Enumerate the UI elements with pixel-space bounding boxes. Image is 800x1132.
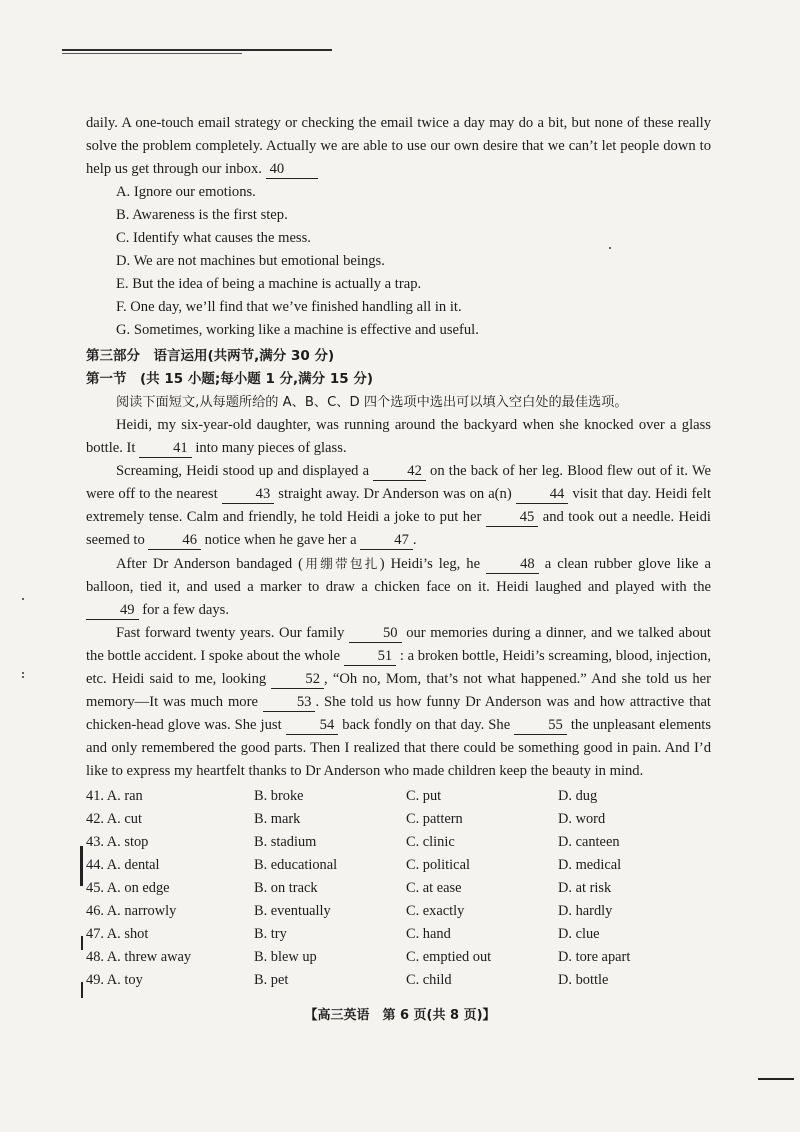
question-option: B. stadium	[254, 834, 317, 850]
cloze-text: straight away. Dr Anderson was on a(n)	[278, 486, 512, 502]
cloze-text: on the back of her leg. Blood flew out of it. We were off to the nearest	[86, 463, 711, 502]
top-rule-thin	[62, 53, 242, 54]
question-row	[86, 808, 708, 831]
blank-40: 40	[266, 160, 318, 179]
blank-51: 51	[344, 647, 397, 666]
question-option: D. canteen	[558, 834, 620, 850]
question-option: C. at ease	[406, 880, 462, 896]
blank-43: 43	[222, 485, 275, 504]
cloze-text: Screaming, Heidi stood up and displayed a	[116, 463, 370, 479]
cloze-text: back fondly on that day. She	[342, 717, 511, 733]
question-option: 41. A. ran	[86, 788, 143, 804]
option-d: D. We are not machines but emotional beings.	[116, 253, 385, 269]
scan-speck	[22, 672, 24, 674]
question-option: D. at risk	[558, 880, 612, 896]
question-option: 43. A. stop	[86, 834, 149, 850]
option-g: G. Sometimes, working like a machine is effective and useful.	[116, 322, 479, 338]
passage-end	[86, 112, 711, 181]
cloze-text: our memories during a dinner, and we talked about the bottle accident. I spoke about the whole	[86, 625, 711, 664]
blank-45: 45	[486, 508, 539, 527]
scan-corner-mark	[758, 1078, 794, 1080]
option-c: C. Identify what causes the mess.	[116, 230, 311, 246]
question-option: 49. A. toy	[86, 972, 143, 988]
question-option: B. broke	[254, 788, 304, 804]
question-option: B. blew up	[254, 949, 317, 965]
instruction: 阅读下面短文,从每题所给的 A、B、C、D 四个选项中选出可以填入空白处的最佳选项。	[116, 395, 628, 410]
question-row	[86, 923, 708, 946]
cloze-text: the unpleasant elements and only remembered the good parts. Then I realized that there could be something good in pain. And I’d like to express my heartfelt thanks to Dr Anderson who made children keep the beauty in mind.	[86, 717, 711, 779]
blank-47: 47	[360, 531, 413, 550]
question-option: B. educational	[254, 857, 338, 873]
scan-speck	[22, 676, 24, 678]
question-row	[86, 969, 708, 992]
scan-speck	[22, 598, 24, 600]
blank-44: 44	[516, 485, 569, 504]
option-e: E. But the idea of being a machine is actually a trap.	[116, 276, 422, 292]
question-option: 48. A. threw away	[86, 949, 192, 965]
cloze-text: into many pieces of glass.	[195, 440, 347, 456]
cloze-text: for a few days.	[142, 602, 229, 618]
option-f: F. One day, we’ll find that we’ve finished handling all in it.	[116, 299, 462, 315]
option-a: A. Ignore our emotions.	[116, 184, 256, 200]
question-option: 47. A. shot	[86, 926, 149, 942]
cloze-text: Heidi, my six-year-old daughter, was running around the backyard when she knocked over a glass bottle. It	[86, 417, 711, 456]
question-option: D. bottle	[558, 972, 609, 988]
page-content	[86, 112, 711, 992]
blank-49: 49	[86, 601, 139, 620]
question-choices	[86, 785, 708, 992]
blank-50: 50	[349, 624, 402, 643]
question-option: D. clue	[558, 926, 600, 942]
cloze-text: , “Oh no, Mom, that’s not what happened.” And she told us her memory—It was much more	[86, 671, 711, 710]
question-option: C. pattern	[406, 811, 463, 827]
question-option: C. put	[406, 788, 442, 804]
scan-margin-mark	[81, 982, 83, 998]
cloze-text: .	[412, 532, 417, 548]
blank-55: 55	[514, 716, 567, 735]
question-option: D. tore apart	[558, 949, 631, 965]
question-option: C. child	[406, 972, 452, 988]
question-option: B. on track	[254, 880, 318, 896]
option-b: B. Awareness is the first step.	[116, 207, 288, 223]
cloze-paragraph-4	[86, 622, 711, 783]
question-option: 46. A. narrowly	[86, 903, 177, 919]
part3-title: 第三部分 语言运用(共两节,满分 30 分)	[86, 348, 335, 364]
question-option: D. medical	[558, 857, 622, 873]
question-row	[86, 831, 708, 854]
scan-margin-mark	[81, 936, 83, 950]
cloze-paragraph-1	[86, 414, 711, 460]
blank-48: 48	[486, 555, 539, 574]
section1-title: 第一节 (共 15 小题;每小题 1 分,满分 15 分)	[86, 371, 374, 387]
question-option: C. political	[406, 857, 470, 873]
question-option: C. emptied out	[406, 949, 492, 965]
question-option: 42. A. cut	[86, 811, 142, 827]
question-row	[86, 946, 708, 969]
scan-speck	[609, 247, 611, 249]
page-footer: 【高三英语 第 6 页(共 8 页)】	[304, 1008, 496, 1023]
blank-42: 42	[373, 462, 426, 481]
cloze-text: Fast forward twenty years. Our family	[116, 625, 345, 641]
question-option: 45. A. on edge	[86, 880, 170, 896]
cloze-text: and took out a needle. Heidi seemed to	[86, 509, 711, 548]
seven-choice-options	[86, 181, 711, 342]
question-option: D. dug	[558, 788, 598, 804]
top-rule	[62, 49, 332, 51]
question-option: 44. A. dental	[86, 857, 160, 873]
passage-end-text: daily. A one-touch email strategy or checking the email twice a day may do a bit, but none of these really solve the problem completely. Actually we are able to use our own desire that we can’t let people down to help us get through our inbox.	[86, 115, 711, 177]
question-row	[86, 854, 708, 877]
cloze-text: . She told us how funny Dr Anderson was and how attractive that chicken-head glove was. She just	[86, 694, 711, 733]
question-option: B. try	[254, 926, 287, 942]
scan-margin-mark	[80, 846, 83, 886]
question-row	[86, 900, 708, 923]
question-option: B. mark	[254, 811, 301, 827]
blank-53: 53	[263, 693, 316, 712]
question-option: C. hand	[406, 926, 451, 942]
blank-41: 41	[139, 439, 192, 458]
question-option: B. eventually	[254, 903, 331, 919]
question-option: C. clinic	[406, 834, 455, 850]
cloze-gloss: 用绷带包扎	[303, 556, 380, 571]
cloze-text: After Dr Anderson bandaged (	[116, 556, 303, 572]
cloze-paragraph-3	[86, 552, 711, 622]
cloze-text: : a broken bottle, Heidi’s screaming, blood, injection, etc. Heidi said to me, looking	[86, 648, 711, 687]
question-option: B. pet	[254, 972, 289, 988]
question-option: D. word	[558, 811, 606, 827]
cloze-text: a clean rubber glove like a balloon, tied it, and used a marker to draw a chicken face on it. Heidi laughed and played with the	[86, 556, 711, 595]
question-row	[86, 877, 708, 900]
cloze-paragraph-2	[86, 460, 711, 552]
cloze-text: notice when he gave her a	[204, 532, 357, 548]
cloze-text: visit that day. Heidi felt extremely tense. Calm and friendly, he told Heidi a joke to put her	[86, 486, 711, 525]
question-row	[86, 785, 708, 808]
question-option: D. hardly	[558, 903, 613, 919]
blank-46: 46	[148, 531, 201, 550]
question-option: C. exactly	[406, 903, 465, 919]
blank-52: 52	[271, 670, 324, 689]
blank-54: 54	[286, 716, 339, 735]
cloze-text: ) Heidi’s leg, he	[379, 556, 481, 572]
